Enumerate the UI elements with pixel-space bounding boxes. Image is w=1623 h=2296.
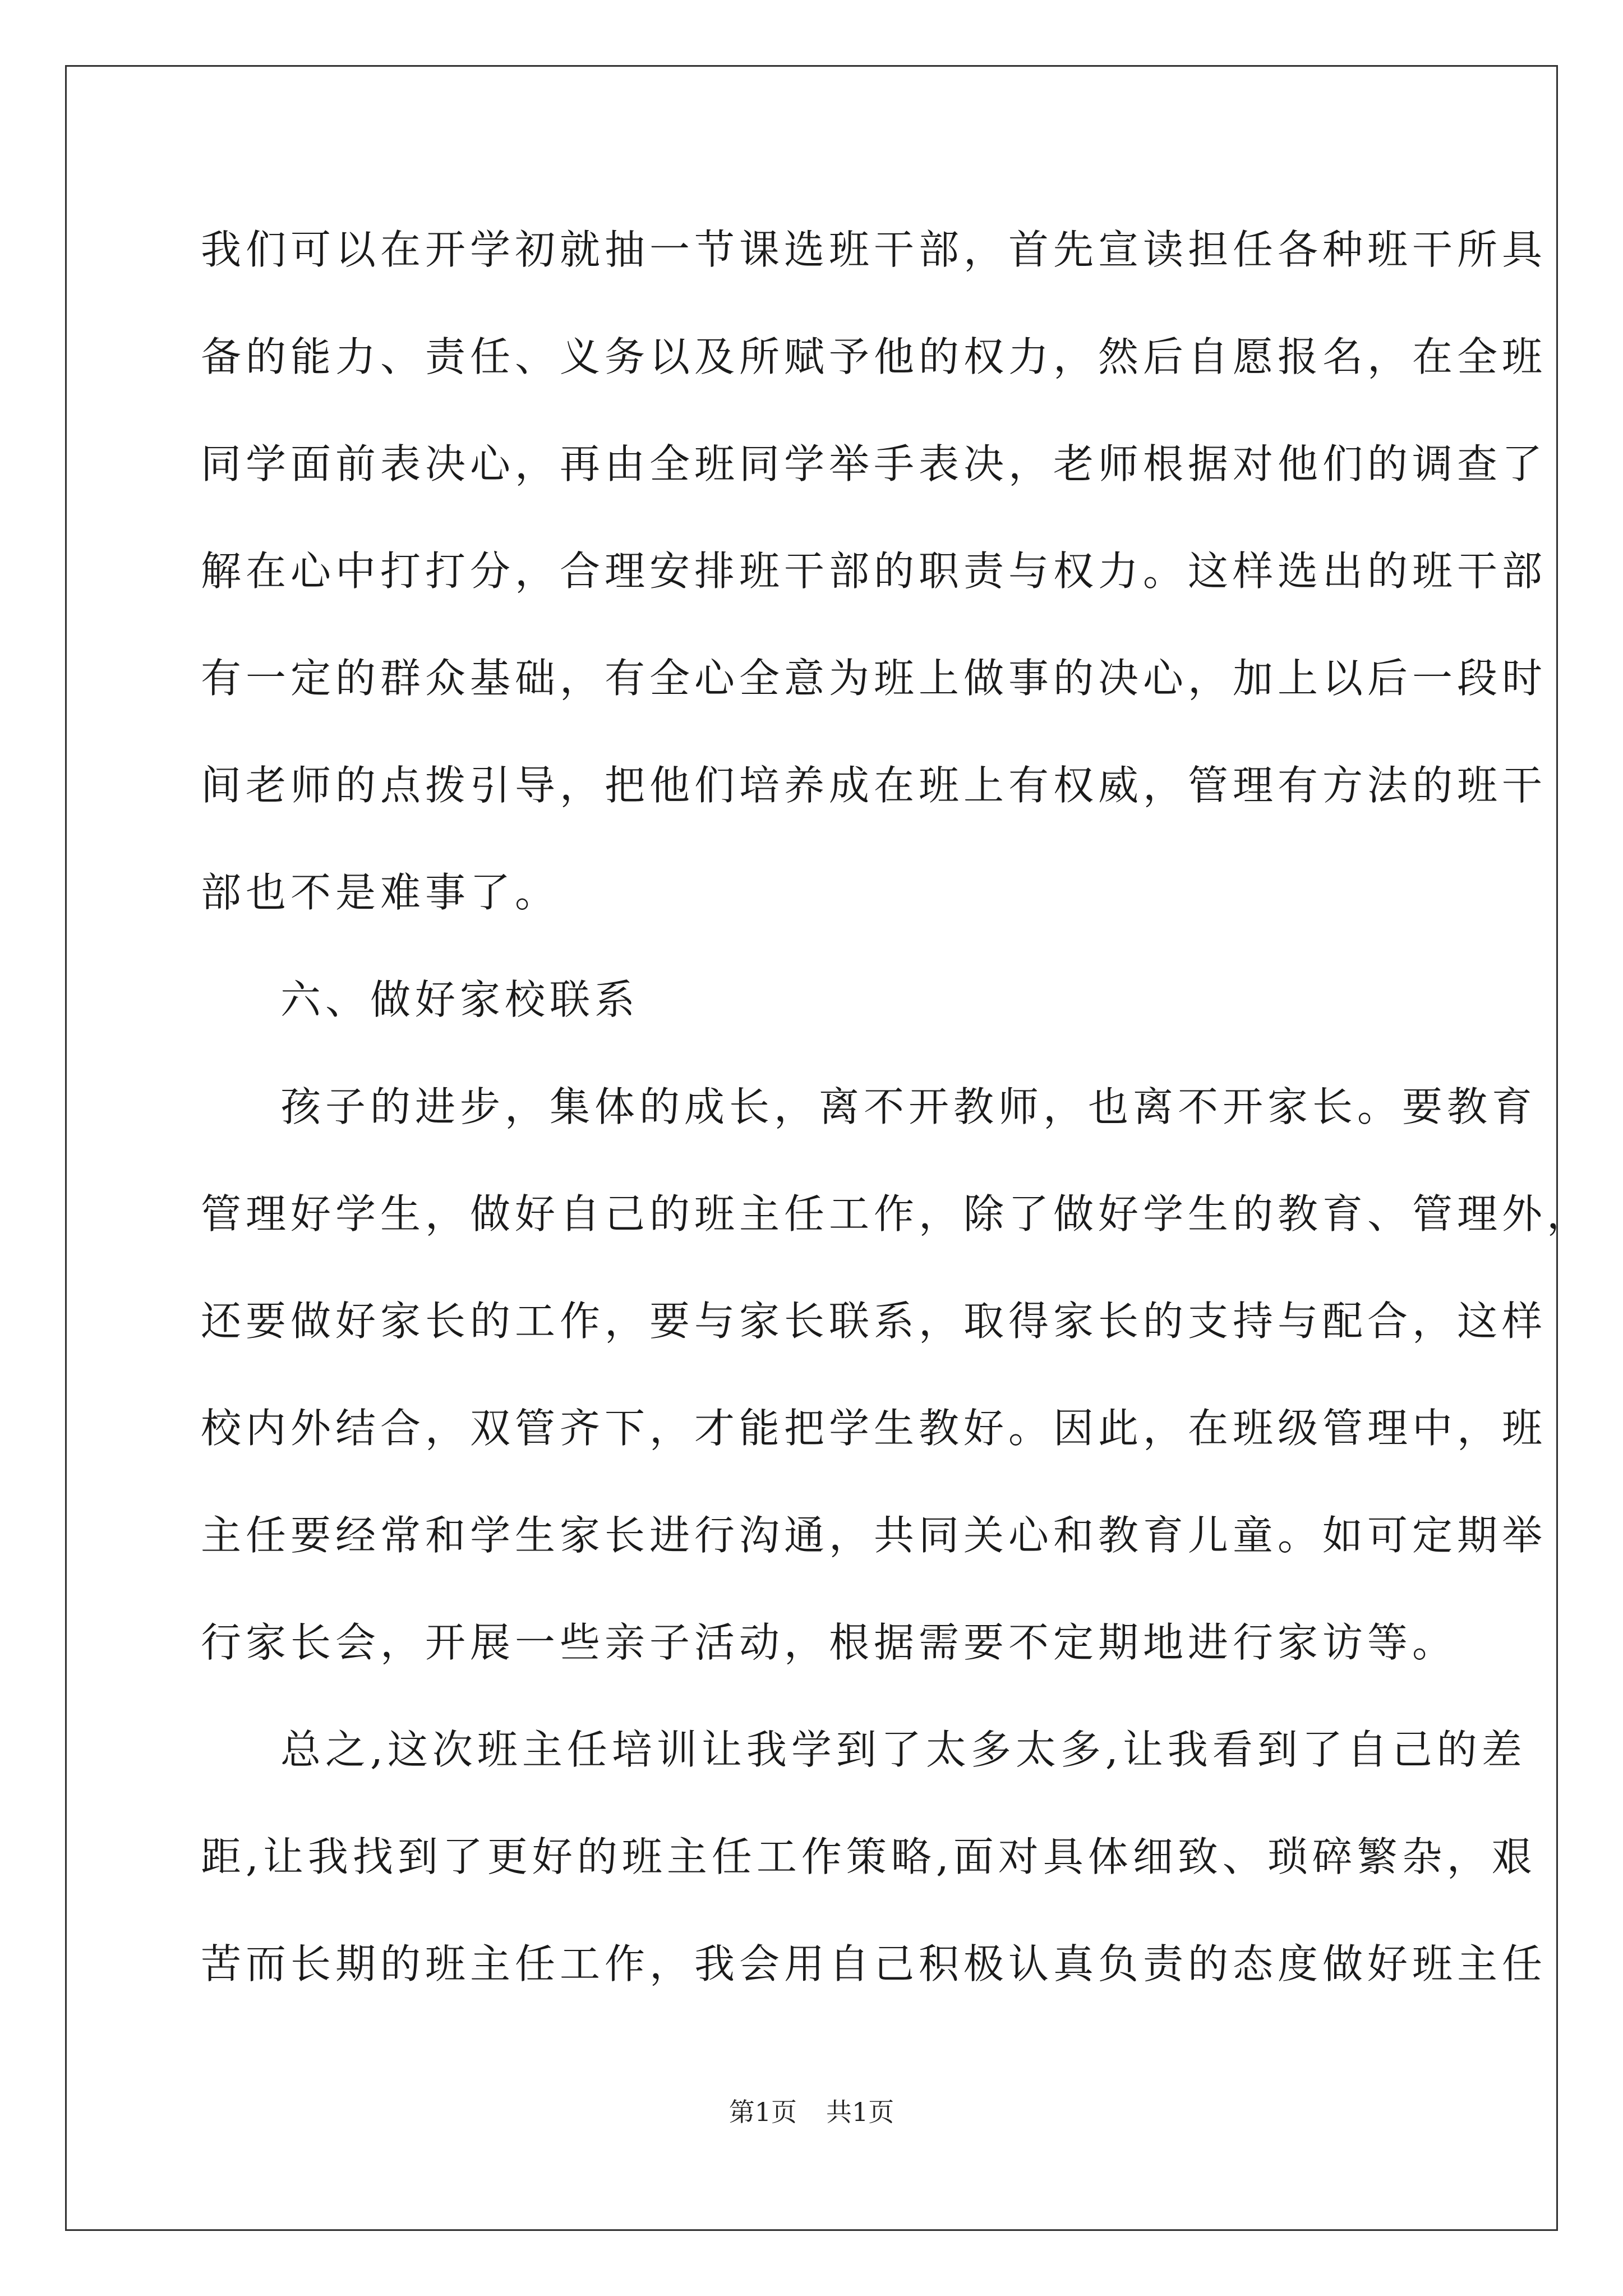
text-line: 我们可以在开学初就抽一节课选班干部，首先宣读担任各种班干所具 (201, 226, 1547, 273)
text-line: 间老师的点拨引导，把他们培养成在班上有权威，管理有方法的班干 (201, 762, 1547, 809)
text-line: 还要做好家长的工作，要与家长联系，取得家长的支持与配合，这样 (201, 1297, 1547, 1345)
text-line: 总之,这次班主任培训让我学到了太多太多,让我看到了自己的差 (280, 1726, 1527, 1773)
text-line: 解在心中打打分，合理安排班干部的职责与权力。这样选出的班干部 (201, 547, 1547, 595)
text-line: 部也不是难事了。 (201, 869, 560, 916)
page-footer (0, 2099, 1623, 2125)
text-line: 备的能力、责任、义务以及所赋予他的权力，然后自愿报名，在全班 (201, 333, 1547, 380)
text-line: 孩子的进步，集体的成长，离不开教师，也离不开家长。要教育 (280, 1083, 1537, 1130)
text-line: 苦而长期的班主任工作，我会用自己积极认真负责的态度做好班主任 (201, 1940, 1547, 1987)
page-frame (65, 65, 1558, 2231)
page-total: 共1页 (826, 2097, 895, 2127)
text-line: 有一定的群众基础，有全心全意为班上做事的决心，加上以后一段时 (201, 655, 1547, 702)
text-line: 管理好学生，做好自己的班主任工作，除了做好学生的教育、管理外， (201, 1190, 1592, 1237)
text-line: 距,让我找到了更好的班主任工作策略,面对具体细致、琐碎繁杂，艰 (201, 1833, 1537, 1880)
page-number: 第1页 (728, 2097, 797, 2127)
text-line: 主任要经常和学生家长进行沟通，共同关心和教育儿童。如可定期举 (201, 1512, 1547, 1559)
text-line: 校内外结合，双管齐下，才能把学生教好。因此，在班级管理中，班 (201, 1405, 1547, 1452)
text-line: 同学面前表决心，再由全班同学举手表决，老师根据对他们的调查了 (201, 440, 1547, 487)
section-heading: 六、做好家校联系 (280, 976, 640, 1023)
text-line: 行家长会，开展一些亲子活动，根据需要不定期地进行家访等。 (201, 1619, 1458, 1666)
